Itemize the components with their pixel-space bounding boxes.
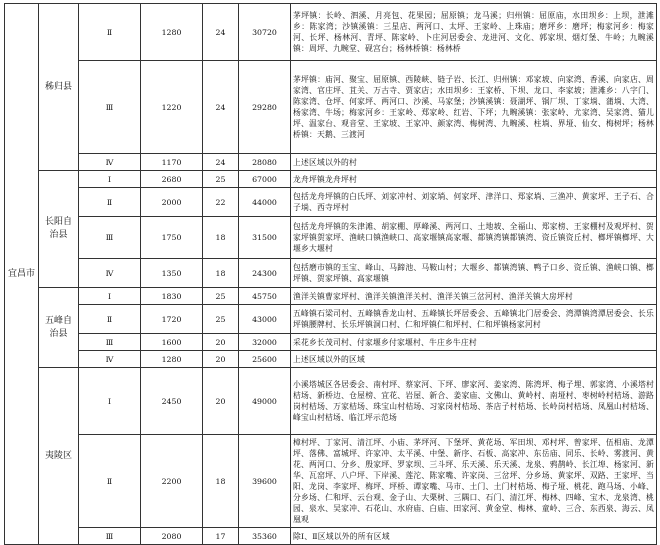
- unit-price-cell: 2200: [141, 435, 203, 528]
- table-row: [5, 305, 657, 334]
- zone-class-cell: Ⅱ: [79, 4, 141, 61]
- county-name-cell: 夷陵区: [39, 368, 79, 545]
- multiplier-cell: 25: [203, 288, 239, 305]
- table-row: [5, 154, 657, 171]
- table-row: [5, 188, 657, 217]
- multiplier-cell: 18: [203, 259, 239, 288]
- zone-area-description-cell: 五峰镇石梁司村、五峰镇香龙山村、五峰镇长坪居委会、五峰镇北门居委会、湾潭镇湾潭居委会、长乐坪镇腰牌村、长乐坪镇洞口村、仁和坪镇仁和坪村、仁和坪镇杨家河村: [291, 305, 657, 334]
- zone-class-cell: Ⅱ: [79, 305, 141, 334]
- county-name-cell: 秭归县: [39, 4, 79, 171]
- multiplier-cell: 22: [203, 188, 239, 217]
- compensation-total-cell: 49000: [239, 368, 291, 435]
- multiplier-cell: 17: [203, 528, 239, 545]
- zone-class-cell: Ⅳ: [79, 351, 141, 368]
- unit-price-cell: 1220: [141, 61, 203, 154]
- table-row: [5, 435, 657, 528]
- zone-class-cell: Ⅲ: [79, 528, 141, 545]
- zone-class-cell: Ⅲ: [79, 334, 141, 351]
- zone-area-description-cell: 茅坪镇：庙河、聚宝、屈原镇、西陵峡、链子岩、长江、归州镇：邓家坡、向家湾、香溪、向家店、周家湾、官庄坪、苴关、万古寺、贾家店；水田坝乡：王家桥、下坝、龙口、李家坡；泄滩乡：八字门、陈家湾、仓坪、何家坪、两河口、沙溪、马家堡；沙镇溪镇：聂湖坪、锅厂坝、丁家埫、蒲埫、大湾、杨家湾、牛场；梅家河乡：王家岭、郑家岭、红岩、下坪；九畹溪镇：张家岭、尤家湾、吴家湾、猫儿坪、温家台、观音堂、王家坡、王家冲、颜家湾、梅树湾、九畹溪、柱埫、界垭、仙女、梅树坪；杨林桥镇：天鹅、三渡河: [291, 61, 657, 154]
- city-name-cell: 宜昌市: [5, 4, 39, 545]
- county-name-cell: 长阳自治县: [39, 171, 79, 288]
- zone-area-description-cell: 茅坪镇：长岭、泗溪、月亮包、花果园；屈原镇；龙马溪；归州镇：屈原庙，水田坝乡：上坝，泄滩乡：陈家湾；沙镇溪镇：三星店、两河口、太坪、王家岭、上珠庙；磨坪乡：磨坪；梅家河乡：梅家河、长坪、杨林河、青坪、陈家岭、卜庄河居委会、龙进河、文化、郭家坝、烟灯堡、牛岭；九畹溪镇：周坪、九畹堂、砚宫台；杨林桥镇：杨林桥: [291, 4, 657, 61]
- compensation-total-cell: 24300: [239, 259, 291, 288]
- unit-price-cell: 1600: [141, 334, 203, 351]
- unit-price-cell: 2680: [141, 171, 203, 188]
- unit-price-cell: 1720: [141, 305, 203, 334]
- zone-area-description-cell: 小溪塔城区各居委会、南村坪、蔡家河、下坪、廖家河、姜家湾、陈湾坪、梅子埋、郭家湾、小溪塔村桔场、新桥边、仓屋榜、宜花、岩屋、新合、姜家庙、文佛山、黄岭村、南垭村、枣树岭村桔场、游路岗村桔场、万家桔场、珠宝山村桔场、习家岗村桔场、茶店子村桔场、长岭岗村桔场、凤凰山村桔场、峰宝山村桔场、临江坪示范场: [291, 368, 657, 435]
- unit-price-cell: 1350: [141, 259, 203, 288]
- compensation-total-cell: 29280: [239, 61, 291, 154]
- table-row: [5, 4, 657, 61]
- compensation-total-cell: 32000: [239, 334, 291, 351]
- table-row: [5, 61, 657, 154]
- zone-class-cell: Ⅳ: [79, 259, 141, 288]
- multiplier-cell: 25: [203, 171, 239, 188]
- compensation-total-cell: 39600: [239, 435, 291, 528]
- multiplier-cell: 20: [203, 351, 239, 368]
- unit-price-cell: 1280: [141, 4, 203, 61]
- multiplier-cell: 18: [203, 217, 239, 259]
- compensation-total-cell: 35360: [239, 528, 291, 545]
- multiplier-cell: 20: [203, 368, 239, 435]
- unit-price-cell: 1830: [141, 288, 203, 305]
- multiplier-cell: 24: [203, 154, 239, 171]
- compensation-total-cell: 45750: [239, 288, 291, 305]
- table-row: [5, 288, 657, 305]
- zone-class-cell: Ⅱ: [79, 435, 141, 528]
- compensation-total-cell: 67000: [239, 171, 291, 188]
- zone-area-description-cell: 樟村坪、丁家河、清江坪、小庙、茅坪河、下堡坪、黄花场、军田坝、邓村坪、曾家坪、伍相庙、龙潭坪、落佛、富城坪、许家冲、太平溪、中堡、新序、石板、高家冲、东岳庙、同乐、长岭、雾渡河、黄花、两河口、分乡、殷家坪、罗家坝、三斗坪、乐天溪、乐天溪、龙泉、鸦鹊岭、长江埠、杨家河、新华、瓦窑坪、八户坪、下岸溪、莲沱、陈家嘴、许家岗、三岔坪、分乡场、黄家坪、双路、王家坪、当阳、龙岗、李家坪、梅坪、坪桥、谭家嘴、马市、土门、土门村桔场、梅子垭、桃花、跑马场、小峰、分乡场、仁和坪、云台观、金子山、大栗树、三隅口、石门、清江坪、梅林、四峰、宝木、龙泉湾、桃园、泉水、吴家冲、石花山、水府庙、白庙、田家河、黄金堂、梅林、童岭、三合、东西泉、海云、凤凰观: [291, 435, 657, 528]
- unit-price-cell: 2000: [141, 188, 203, 217]
- unit-price-cell: 1280: [141, 351, 203, 368]
- compensation-total-cell: 25600: [239, 351, 291, 368]
- zone-area-description-cell: 采花乡长茂司村、付家堰乡付家堰村、牛庄乡牛庄村: [291, 334, 657, 351]
- table-row: [5, 259, 657, 288]
- zone-area-description-cell: 包括磨市镇的玉宝、峰山、马蹄池、马鞍山村；大堰乡、都镇湾镇、鸭子口乡、资丘镇、渔峡口镇、榔坪镇、贺家坪镇、高家堰镇: [291, 259, 657, 288]
- compensation-total-cell: 28080: [239, 154, 291, 171]
- zone-class-cell: Ⅰ: [79, 288, 141, 305]
- table-row: [5, 368, 657, 435]
- zone-area-description-cell: 上述区域以外的区域: [291, 351, 657, 368]
- land-compensation-table: [4, 3, 657, 545]
- unit-price-cell: 2080: [141, 528, 203, 545]
- zone-area-description-cell: 上述区域以外的村: [291, 154, 657, 171]
- compensation-standard-table-container: [4, 3, 656, 541]
- zone-class-cell: Ⅲ: [79, 61, 141, 154]
- unit-price-cell: 2450: [141, 368, 203, 435]
- unit-price-cell: 1750: [141, 217, 203, 259]
- multiplier-cell: 18: [203, 435, 239, 528]
- unit-price-cell: 1170: [141, 154, 203, 171]
- table-row: [5, 528, 657, 545]
- zone-area-description-cell: 包括龙舟坪镇的朱津滩、胡家棚、厚峰溪、两河口、土地坡、全福山、郑家榜、王家棚村及观坪村、贺家坪镇贺家坪、渔峡口镇渔峡口、高家堰镇高家堰、都镇湾镇都镇湾、资丘镇资丘村、榔坪镇榔坪、大堰乡大堰村: [291, 217, 657, 259]
- zone-class-cell: Ⅰ: [79, 171, 141, 188]
- multiplier-cell: 24: [203, 61, 239, 154]
- table-row: [5, 217, 657, 259]
- zone-area-description-cell: 除Ⅰ、Ⅱ区域以外的所有区域: [291, 528, 657, 545]
- county-name-cell: 五峰自治县: [39, 288, 79, 368]
- multiplier-cell: 20: [203, 334, 239, 351]
- table-row: [5, 334, 657, 351]
- compensation-total-cell: 30720: [239, 4, 291, 61]
- compensation-total-cell: 43000: [239, 305, 291, 334]
- multiplier-cell: 24: [203, 4, 239, 61]
- zone-class-cell: Ⅳ: [79, 154, 141, 171]
- compensation-total-cell: 44000: [239, 188, 291, 217]
- multiplier-cell: 25: [203, 305, 239, 334]
- zone-area-description-cell: 渔洋关镇曹家坪村、渔洋关镇渔洋关村、渔洋关镇三岔河村、渔洋关镇大房坪村: [291, 288, 657, 305]
- table-row: [5, 171, 657, 188]
- zone-class-cell: Ⅱ: [79, 188, 141, 217]
- zone-class-cell: Ⅲ: [79, 217, 141, 259]
- zone-class-cell: Ⅰ: [79, 368, 141, 435]
- compensation-total-cell: 31500: [239, 217, 291, 259]
- zone-area-description-cell: 包括龙舟坪镇的白氏坪、刘家冲村、刘家埫、何家坪、津洋口、郑家埫、三渔冲、黄家坪、王子石、合子埫、西寺坪村: [291, 188, 657, 217]
- zone-area-description-cell: 龙舟坪镇龙舟坪村: [291, 171, 657, 188]
- table-row: [5, 351, 657, 368]
